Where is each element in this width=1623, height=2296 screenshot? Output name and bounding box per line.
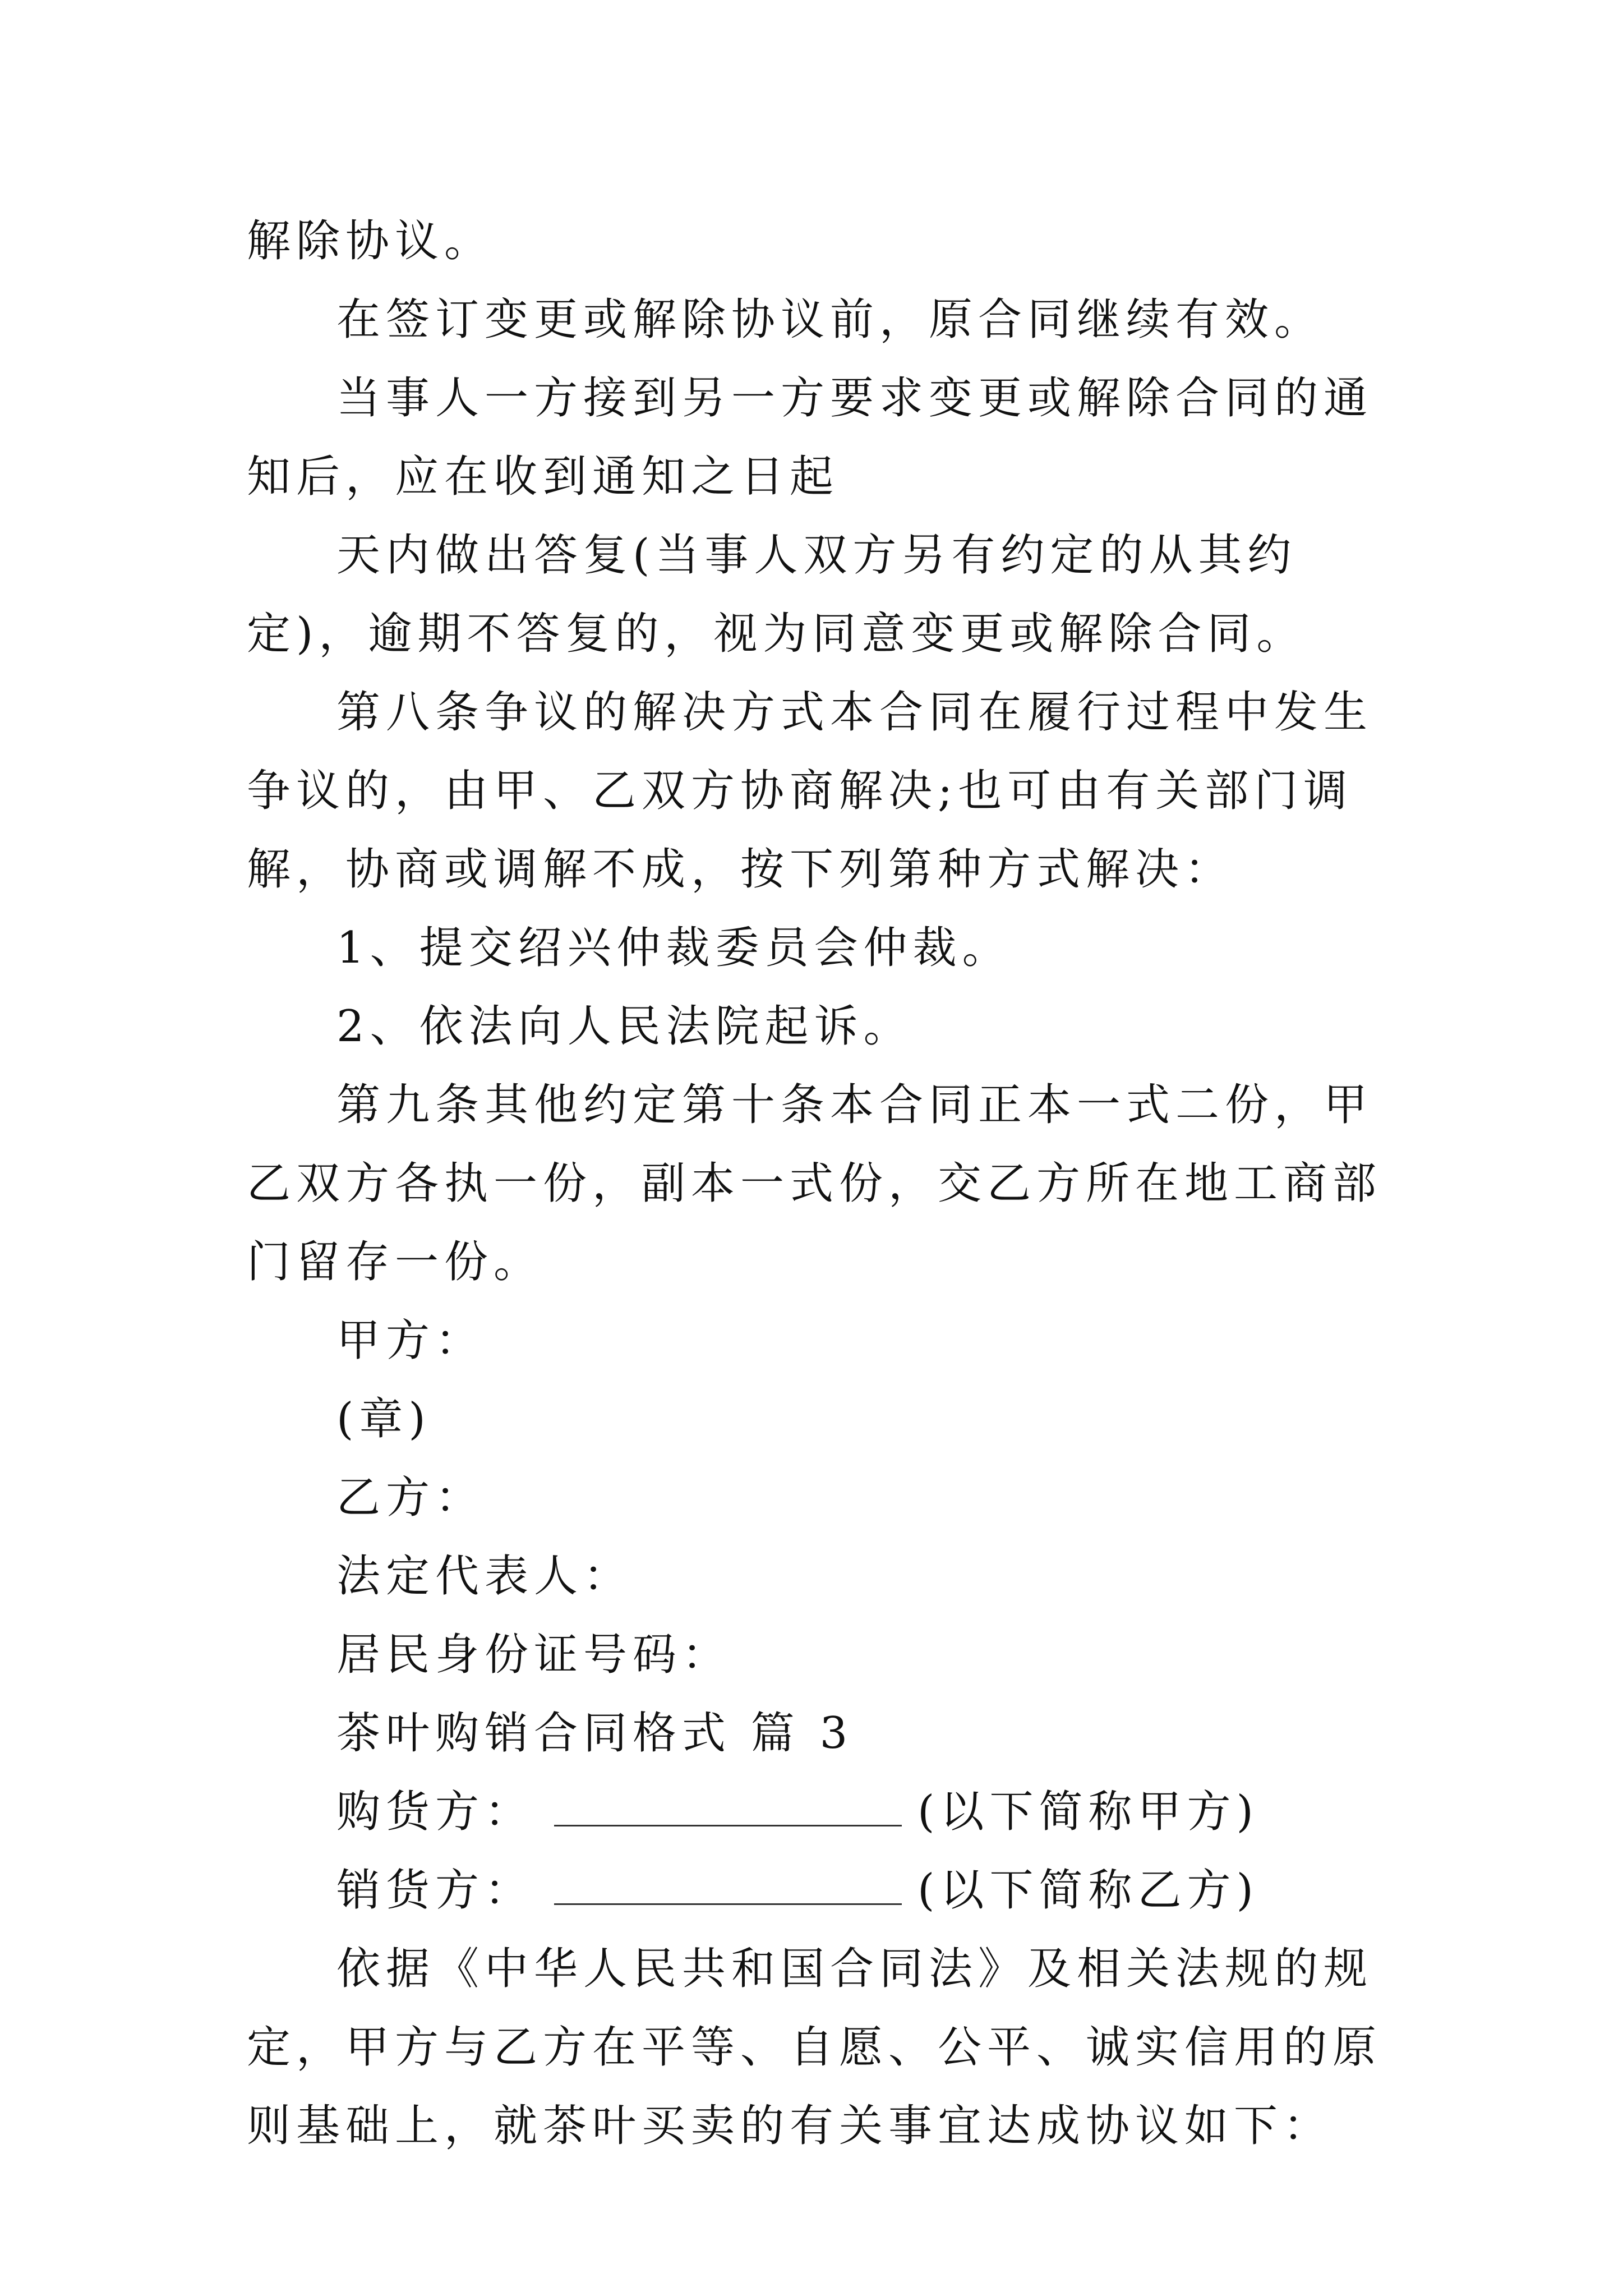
- section-title: 茶叶购销合同格式 篇 3: [336, 1708, 854, 1759]
- closing-paragraph: 依据《中华人民共和国合同法》及相关法规的规定，甲方与乙方在平等、自愿、公平、诚实信用的原则基础上，就茶叶买卖的有关事宜达成协议如下：: [247, 1944, 1382, 2151]
- paragraph-1: 解除协议。: [247, 216, 494, 266]
- buyer-label: 购货方：: [336, 1787, 534, 1837]
- buyer-blank-line: [554, 1821, 902, 1826]
- paragraph-2: 在签订变更或解除协议前，原合同继续有效。: [336, 295, 1324, 345]
- buyer-suffix: (以下简称甲方): [917, 1787, 1259, 1837]
- paragraph-5: 第八条争议的解决方式本合同在履行过程中发生争议的，由甲、乙双方协商解决;也可由有关部门调解，协商或调解不成，按下列第种方式解决：: [247, 687, 1373, 895]
- seller-blank-line: [554, 1900, 902, 1905]
- seller-label: 销货方：: [336, 1865, 534, 1916]
- party-a-line: 甲方：: [336, 1315, 485, 1366]
- legal-representative-line: 法定代表人：: [336, 1551, 633, 1602]
- seal-line: (章): [336, 1394, 431, 1444]
- paragraph-8: 第九条其他约定第十条本合同正本一式二份，甲乙双方各执一份，副本一式份，交乙方所在地工商部门留存一份。: [247, 1080, 1382, 1287]
- paragraph-7: 2、依法向人民法院起诉。: [336, 1001, 913, 1052]
- paragraph-3: 当事人一方接到另一方要求变更或解除合同的通知后，应在收到通知之日起: [247, 373, 1373, 502]
- document-body: [247, 202, 1385, 2165]
- seller-field: [247, 1851, 1385, 1930]
- paragraph-6: 1、提交绍兴仲裁委员会仲裁。: [336, 923, 1012, 973]
- party-b-line: 乙方：: [336, 1473, 485, 1523]
- buyer-field: [247, 1773, 1385, 1851]
- paragraph-4: 天内做出答复(当事人双方另有约定的从其约定)，逾期不答复的，视为同意变更或解除合同。: [247, 530, 1306, 659]
- seller-suffix: (以下简称乙方): [917, 1865, 1259, 1916]
- id-number-line: 居民身份证号码：: [336, 1630, 732, 1680]
